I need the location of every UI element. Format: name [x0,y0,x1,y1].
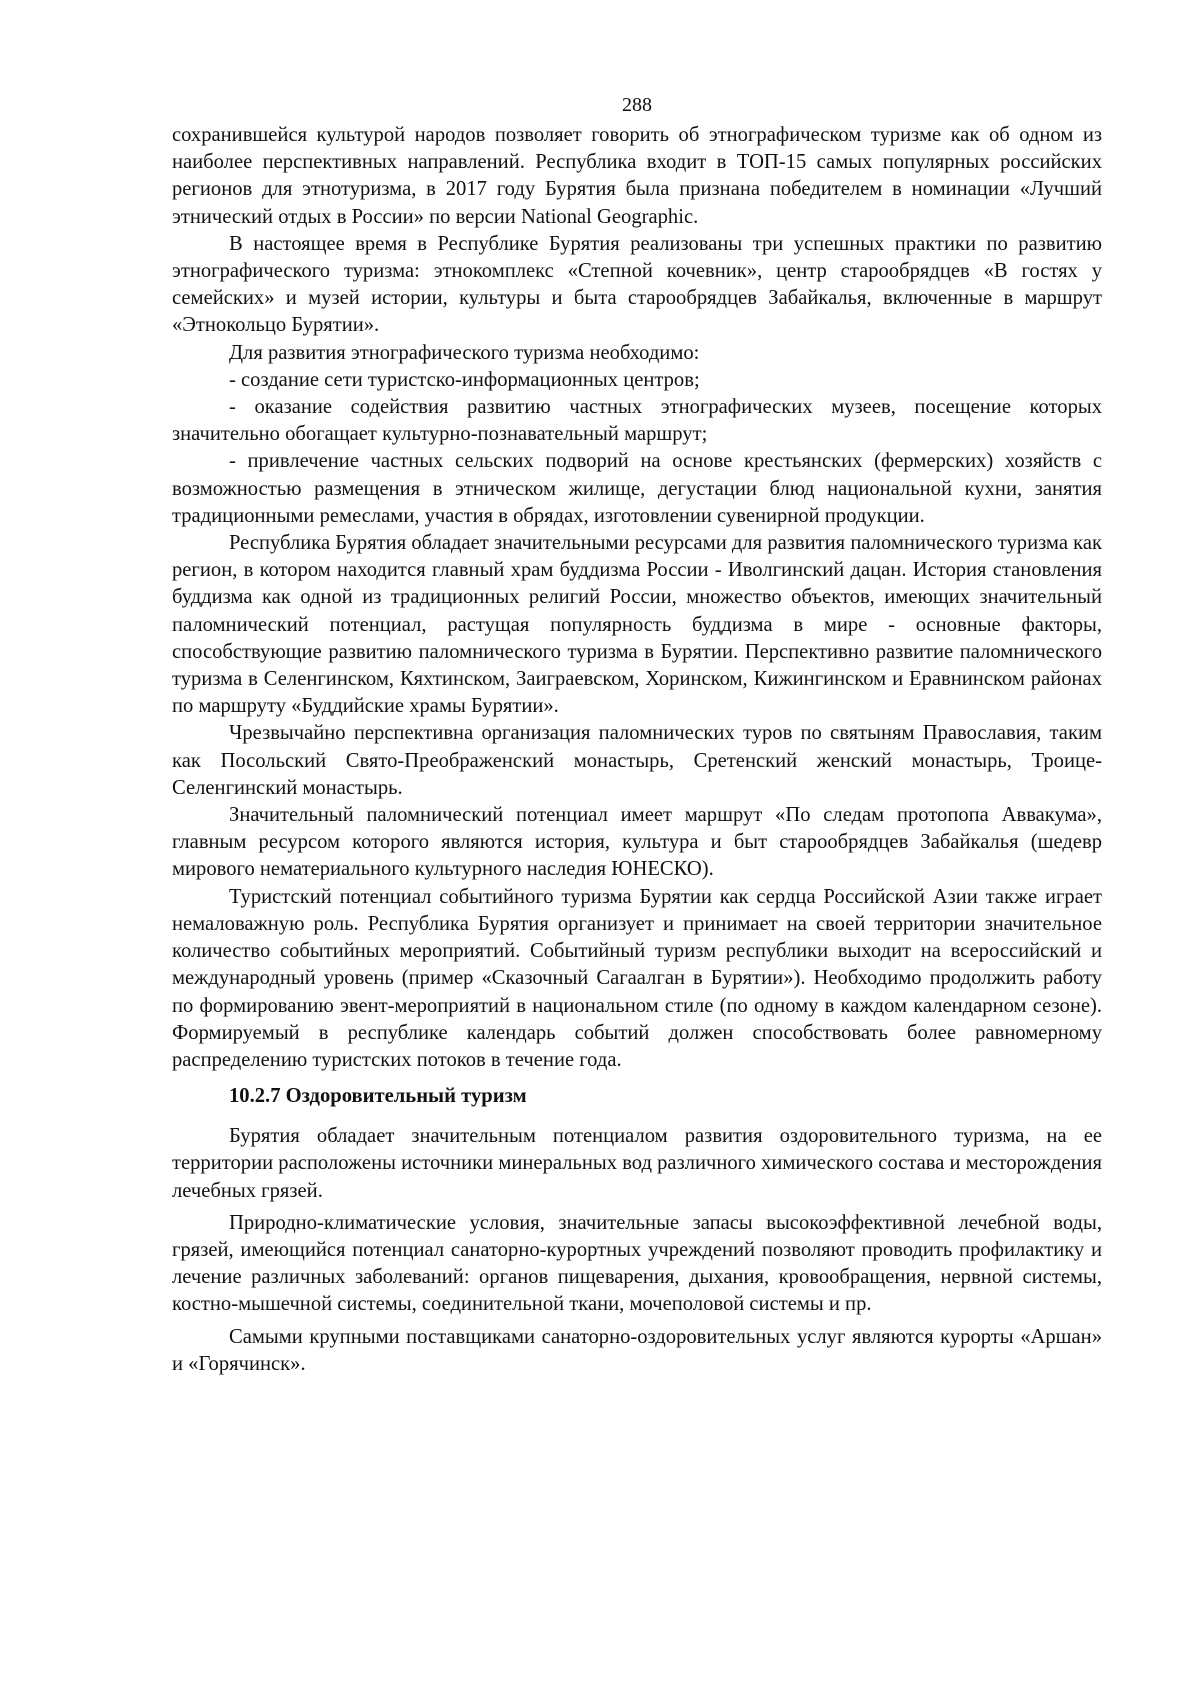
list-item-rural-farmsteads: - привлечение частных сельских подворий на основе крестьянских (фермерских) хозяйств с возможностью размещения в этническом жилище, дегустации блюд национальной кухни, занятия традиционными ремеслами, участия в обрядах, изготовлении сувенирной продукции. [172,450,1102,527]
paragraph-health-potential: Бурятия обладает значительным потенциалом развития оздоровительного туризма, на ее территории расположены источники минеральных вод различного химического состава и месторождения лечебных грязей. [172,1125,1102,1202]
paragraph-health-conditions: Природно-климатические условия, значительные запасы высокоэффективной лечебной воды, грязей, имеющийся потенциал санаторно-курортных учреждений позволяют проводить профилактику и лечение различных заболеваний: органов пищеварения, дыхания, кровообращения, нервной системы, костно-мышечной системы, соединительной ткани, мочеполовой системы и пр. [172,1211,1102,1316]
page-number: 288 [622,94,652,116]
list-item-private-museums: - оказание содействия развитию частных этнографических музеев, посещение которых значительно обогащает культурно-познавательный маршрут; [172,396,1102,446]
section-heading-health-tourism: 10.2.7 Оздоровительный туризм [229,1085,527,1108]
list-item-info-centers: - создание сети туристско-информационных центров; [229,368,700,391]
paragraph-ethnographic-needs: Для развития этнографического туризма необходимо: [229,341,700,364]
paragraph-event-tourism: Туристский потенциал событийного туризма Бурятии как сердца Российской Азии также играет немаловажную роль. Республика Бурятия организует и принимает на своей территории значительное количество событийных мероприятий. Событийный туризм республики выходит на всероссийский и международный уровень (пример «Сказочный Сагаалган в Бурятии»). Необходимо продолжить работу по формированию эвент-мероприятий в национальном стиле (по одному в каждом календарном сезоне). Формируемый в республике календарь событий должен способствовать более равномерному распределению туристских потоков в течение года. [172,885,1102,1071]
paragraph-avvakum-route: Значительный паломнический потенциал имеет маршрут «По следам протопопа Аввакума», главным ресурсом которого являются история, культура и быт старообрядцев Забайкалья (шедевр мирового нематериального культурного наследия ЮНЕСКО). [172,804,1102,881]
document-body [172,122,1102,1378]
paragraph-pilgrimage-orthodoxy: Чрезвычайно перспективна организация паломнических туров по святыням Православия, таким как Посольский Свято-Преображенский монастырь, Сретенский женский монастырь, Троице-Селенгинский монастырь. [172,722,1102,799]
paragraph-pilgrimage-buddhism: Республика Бурятия обладает значительными ресурсами для развития паломнического туризма как регион, в котором находится главный храм буддизма России - Иволгинский дацан. История становления буддизма как одной из традиционных религий России, множество объектов, имеющих значительный паломнический потенциал, растущая популярность буддизма в мире - основные факторы, способствующие развитию паломнического туризма в Бурятии. Перспективно развитие паломнического туризма в Селенгинском, Кяхтинском, Заиграевском, Хоринском, Кижингинском и Еравнинском районах по маршруту «Буддийские храмы Бурятии». [172,532,1102,718]
paragraph-health-resorts: Самыми крупными поставщиками санаторно-оздоровительных услуг являются курорты «Аршан» и «Горячинск». [172,1325,1102,1375]
paragraph-ethnographic-intro: сохранившейся культурой народов позволяет говорить об этнографическом туризме как об одном из наиболее перспективных направлений. Республика входит в ТОП-15 самых популярных российских регионов для этнотуризма, в 2017 году Бурятия была признана победителем в номинации «Лучший этнический отдых в России» по версии National Geographic. [172,124,1102,228]
document-page [172,92,1102,1378]
paragraph-ethnographic-practices: В настоящее время в Республике Бурятия реализованы три успешных практики по развитию этнографического туризма: этнокомплекс «Степной кочевник», центр старообрядцев «В гостях у семейских» и музей истории, культуры и быта старообрядцев Забайкалья, включенные в маршрут «Этнокольцо Бурятии». [172,232,1102,337]
